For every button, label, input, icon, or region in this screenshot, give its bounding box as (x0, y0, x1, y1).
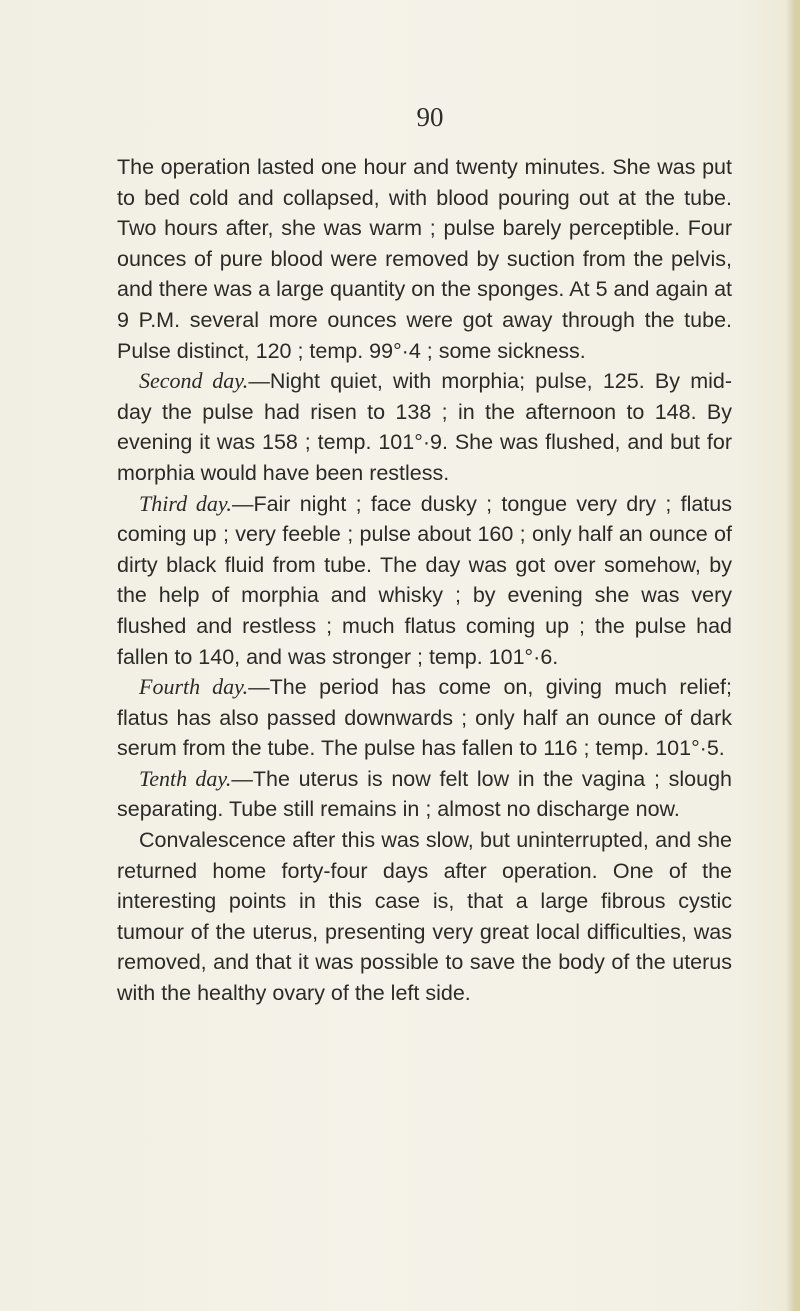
paragraph-text: Convalescence after this was slow, but uninterrupted, and she returned home forty-four days after operation. One of the interesting points in this case is, that a large fibrous cystic tumour of the uterus, presenting very great local difficulties, was removed, and that it was possible to save the body of the uterus with the healthy ovary of the left side. (117, 828, 732, 1006)
day-label: Tenth day. (139, 765, 232, 791)
paragraph-tenth-day (117, 764, 732, 825)
paragraph-fourth-day (117, 672, 732, 764)
paragraph-convalescence (117, 825, 732, 1009)
paragraph-text: —The period has come on, giving much relief; flatus has also passed downwards ; only half an ounce of dark serum from the tube. The pulse has fallen to 116 ; temp. 101°·5. (117, 675, 732, 761)
paragraph-third-day (117, 489, 732, 673)
page-number: 90 (416, 102, 444, 132)
paragraph-second-day (117, 366, 732, 488)
day-label: Third day. (139, 490, 232, 516)
paragraph-operation (117, 152, 732, 366)
day-label: Fourth day. (139, 674, 249, 700)
paragraph-text: The operation lasted one hour and twenty minutes. She was put to bed cold and collapsed, with blood pouring out at the tube. Two hours after, she was warm ; pulse barely perceptible. Four ounces of pure blood were removed by suction from the pelvis, and there was a large quantity on the sponges. At 5 and again at 9 P.M. several more ounces were got away through the tube. Pulse distinct, 120 ; temp. 99°·4 ; some sickness. (117, 155, 732, 363)
paragraph-text: —Night quiet, with morphia; pulse, 125. By mid-day the pulse had risen to 138 ; in the afternoon to 148. By evening it was 158 ; temp. 101°·9. She was flushed, and but for morphia would have been restless. (117, 369, 732, 485)
body-text (117, 152, 732, 1009)
paragraph-text: —The uterus is now felt low in the vagina ; slough separating. Tube still remains in ; almost no discharge now. (117, 766, 732, 822)
day-label: Second day. (139, 368, 249, 394)
paragraph-text: —Fair night ; face dusky ; tongue very dry ; flatus coming up ; very feeble ; pulse about 160 ; only half an ounce of dirty black fluid from tube. The day was got over somehow, by the help of morphia and whisky ; by evening she was very flushed and restless ; much flatus coming up ; the pulse had fallen to 140, and was stronger ; temp. 101°·6. (117, 491, 732, 669)
page-edge (786, 0, 800, 1311)
